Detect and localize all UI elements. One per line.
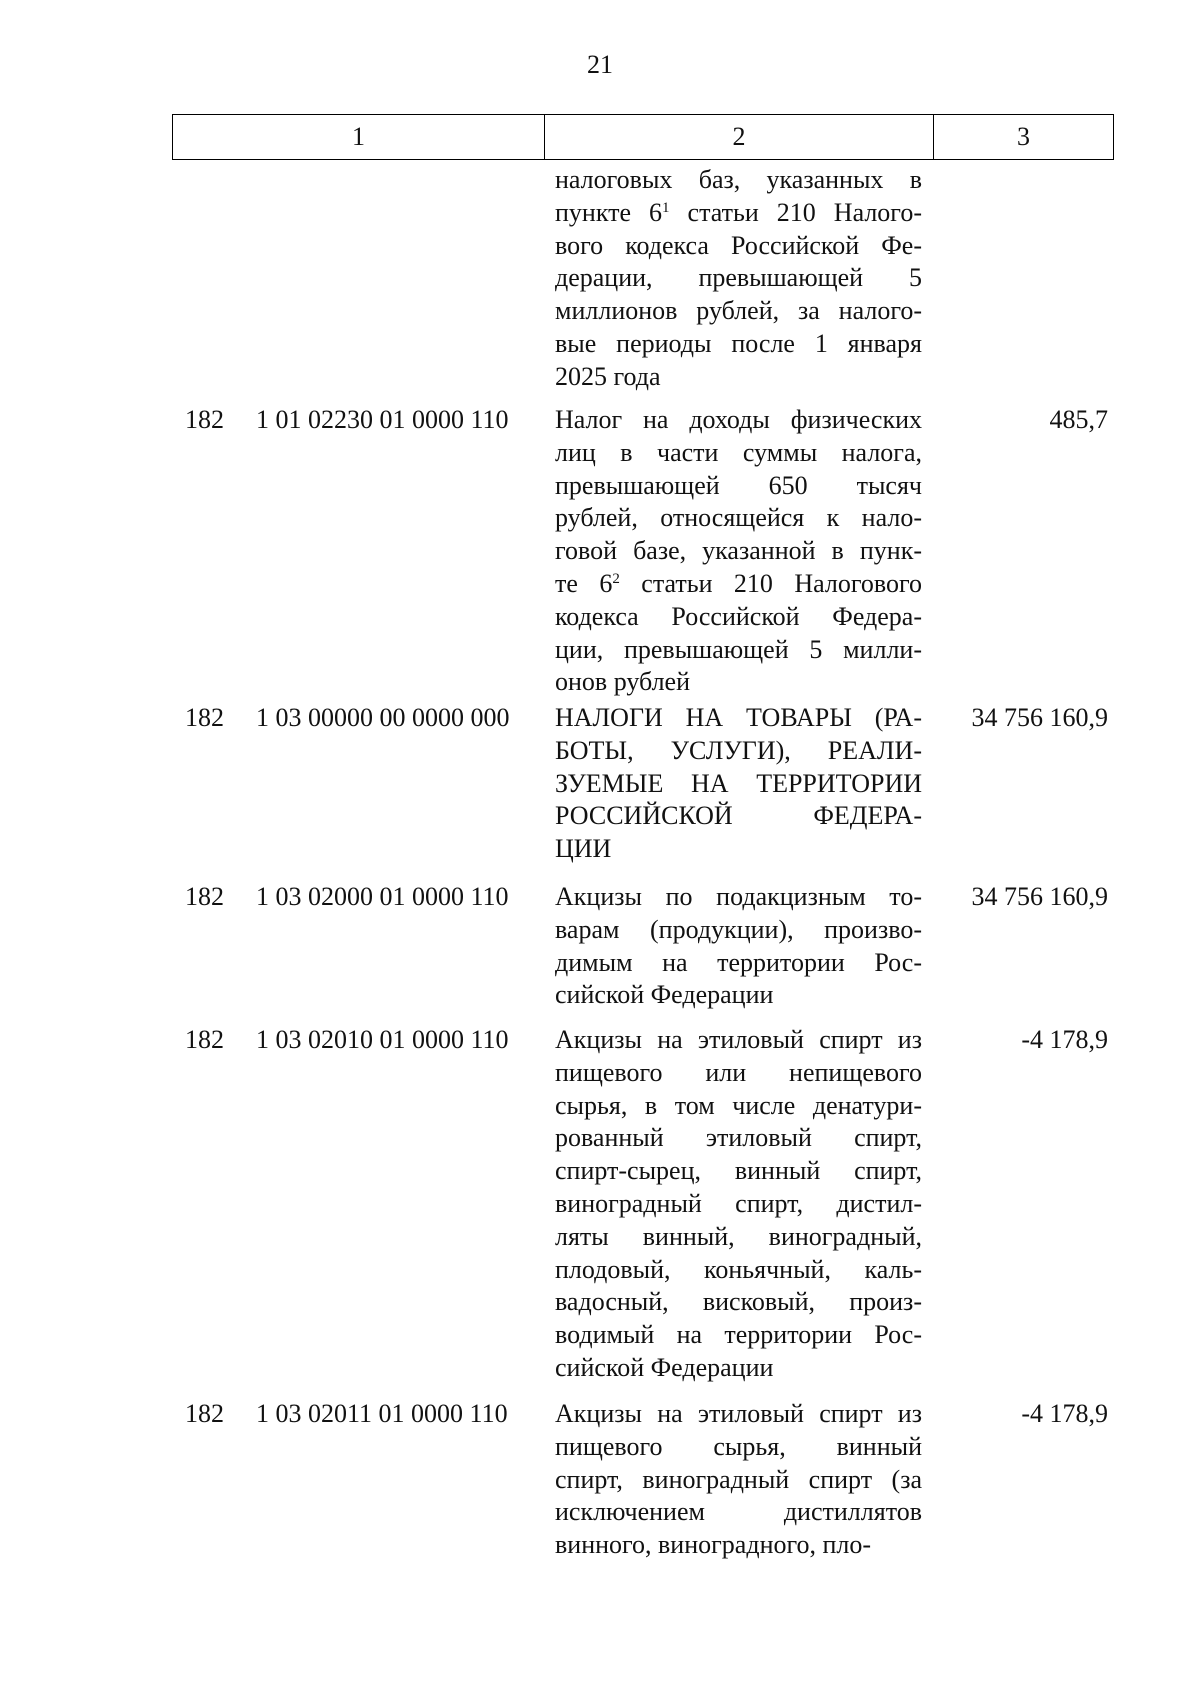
description-line: РОССИЙСКОЙ ФЕДЕРА- [555,801,922,831]
column-header-3: 3 [1017,122,1030,151]
budget-classification-code: 1 03 00000 00 0000 000 [256,703,510,732]
description-line: вые периоды после 1 января [555,328,922,358]
admin-code: 182 [185,1025,224,1054]
admin-code: 182 [185,1399,224,1428]
description-line: димым на территории Рос- [555,947,922,977]
description-line: сийской Федерации [555,1352,774,1382]
description-line: превышающей 650 тысяч [555,470,922,500]
description-line: рованный этиловый спирт, [555,1123,922,1153]
description-line: те $6^2$ статьи 210 Налогового [555,568,923,598]
description-line: варам (продукции), произво- [555,914,922,944]
budget-classification-code: 1 03 02010 01 0000 110 [256,1025,509,1054]
budget-classification-code: 1 01 02230 01 0000 110 [256,405,509,434]
description-line: Акцизы на этиловый спирт из [555,1399,922,1428]
description-line: ЗУЕМЫЕ НА ТЕРРИТОРИИ [555,768,922,798]
admin-code: 182 [185,405,224,434]
revenue-description [555,881,922,1012]
description-line: дерации, превышающей 5 [555,263,922,293]
amount-value: 34 756 160,9 [971,703,1108,732]
description-line: налоговых баз, указанных в [555,165,922,194]
description-line: пункте $6^1$ статьи 210 Налого- [555,197,922,227]
description-line: сырья, в том числе денатури- [555,1090,922,1120]
description-line: БОТЫ, УСЛУГИ), РЕАЛИ- [555,735,922,765]
page-number: 21 [587,50,613,79]
description-line: сийской Федерации [555,980,774,1010]
description-line: лиц в части суммы налога, [555,437,922,467]
amount-value: 485,7 [1049,405,1108,434]
amount-value: -4 178,9 [1021,1025,1108,1054]
description-line: пищевого сырья, винный [555,1431,922,1461]
description-line: вадосный, висковый, произ- [555,1287,922,1317]
description-line: пищевого или непищевого [555,1057,922,1087]
table-column-header [172,114,1114,160]
description-line: рублей, относящейся к нало- [555,503,922,533]
description-line: ции, превышающей 5 милли- [555,634,922,664]
description-line: ляты винный, виноградный, [555,1221,922,1251]
description-line: онов рублей [555,667,691,697]
revenue-description [555,702,922,866]
description-line: водимый на территории Рос- [555,1320,922,1350]
revenue-description [555,1398,922,1562]
revenue-description [555,1024,922,1385]
description-line: виноградный спирт, дистил- [555,1188,922,1218]
description-line: миллионов рублей, за налого- [555,296,922,326]
description-line: 2025 года [555,361,661,391]
description-line: спирт-сырец, винный спирт, [555,1156,922,1186]
description-line: говой базе, указанной в пунк- [555,536,922,566]
description-line: Налог на доходы физических [555,405,922,434]
description-line: винного, виноградного, пло- [555,1530,872,1560]
description-line: Акцизы по подакцизным то- [555,882,922,911]
description-line: кодекса Российской Федера- [555,601,922,631]
description-line: Акцизы на этиловый спирт из [555,1025,922,1054]
description-line: плодовый, коньячный, каль- [555,1254,922,1284]
budget-classification-code: 1 03 02011 01 0000 110 [256,1399,508,1428]
admin-code: 182 [185,882,224,911]
amount-value: 34 756 160,9 [971,882,1108,911]
column-header-1: 1 [173,115,545,159]
description-line: вого кодекса Российской Фе- [555,230,922,260]
amount-value: -4 178,9 [1021,1399,1108,1428]
description-line: спирт, виноградный спирт (за [555,1464,922,1494]
description-line: исключением дистиллятов [555,1497,922,1527]
description-line: ЦИИ [555,834,612,864]
description-line: НАЛОГИ НА ТОВАРЫ (РА- [555,703,922,732]
revenue-description [555,404,922,699]
revenue-description [555,164,922,394]
admin-code: 182 [185,703,224,732]
budget-classification-code: 1 03 02000 01 0000 110 [256,882,509,911]
column-header-2: 2 [545,115,934,159]
